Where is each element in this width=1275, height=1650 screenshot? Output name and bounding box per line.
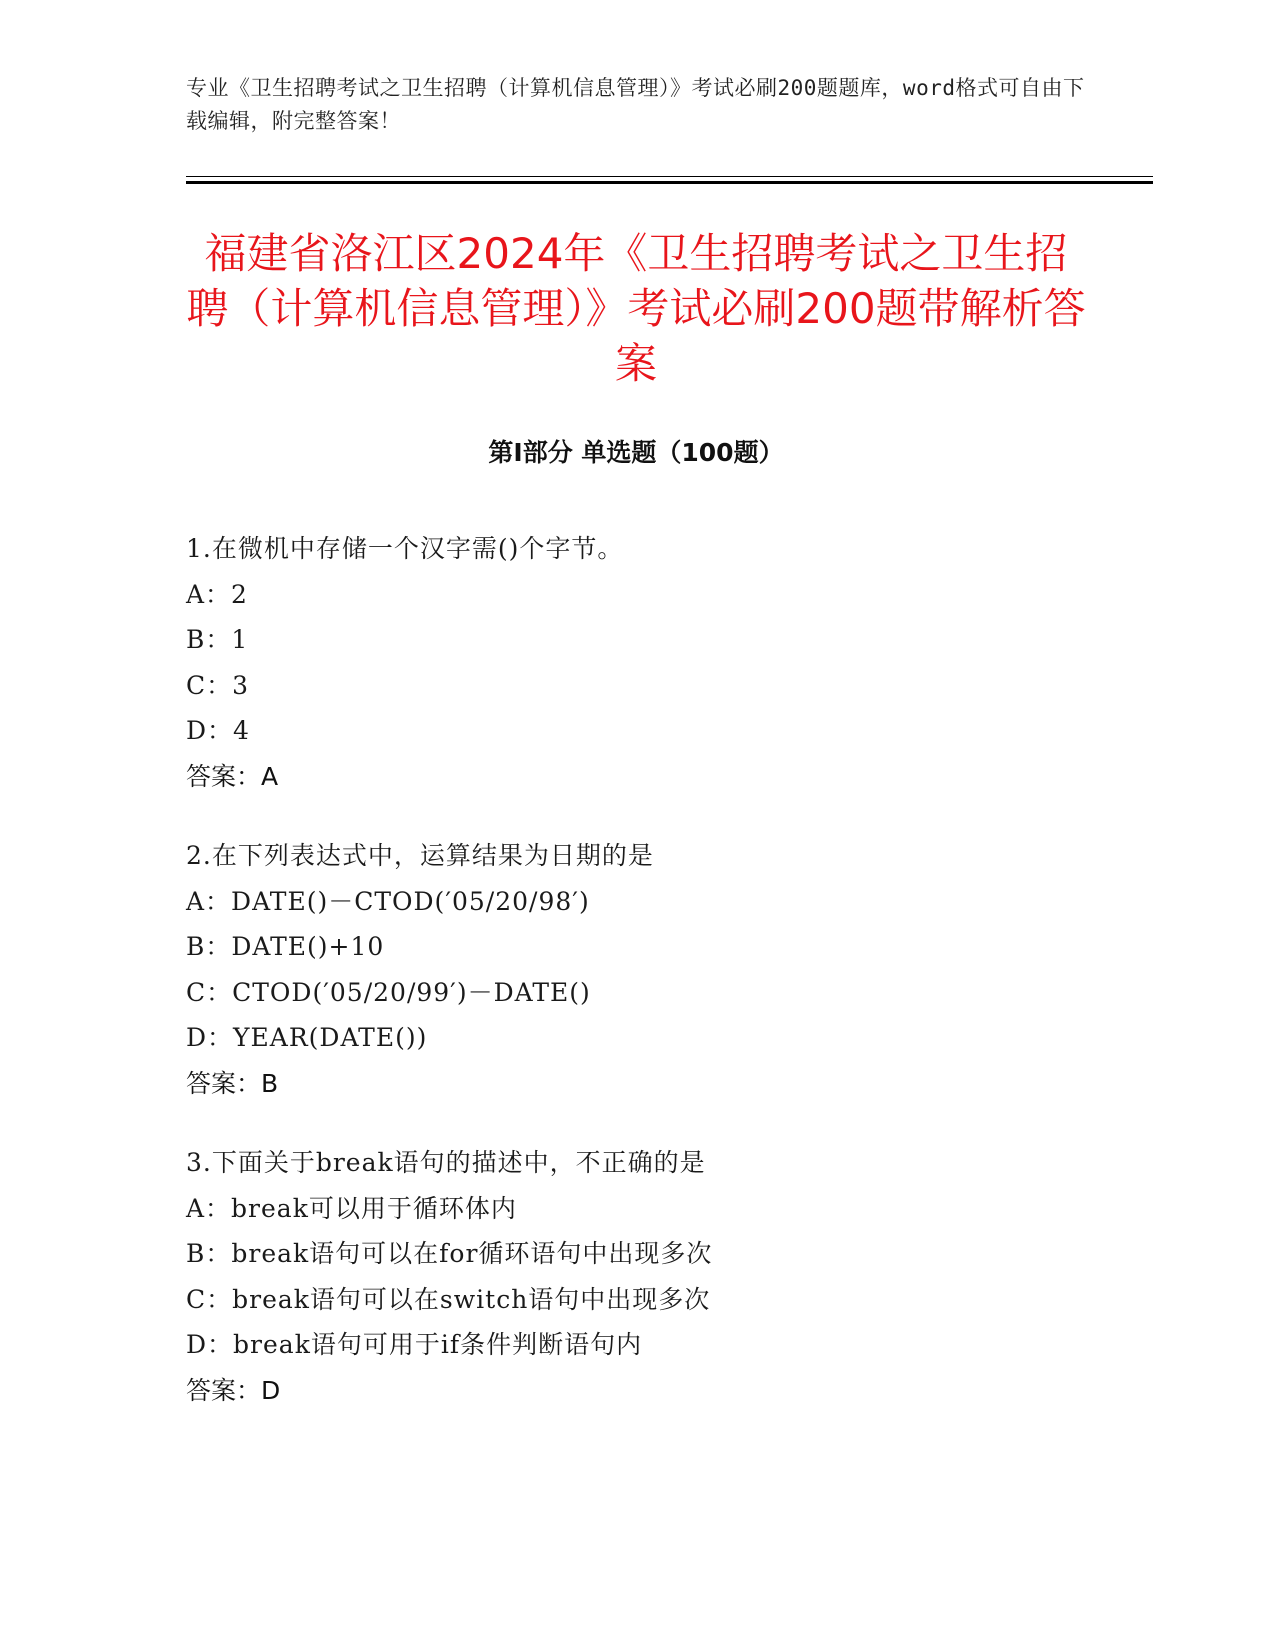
option-c: C：break语句可以在switch语句中出现多次 [186,1284,711,1314]
option-a: A：break可以用于循环体内 [186,1193,517,1223]
answer: 答案：D [186,1375,281,1405]
section-title: 第I部分 单选题（100题） [488,438,784,467]
option-d: D：YEAR(DATE()) [186,1023,428,1052]
option-b: B：break语句可以在for循环语句中出现多次 [186,1239,713,1268]
question-list [186,526,1126,1447]
document-title: 福建省洛江区2024年《卫生招聘考试之卫生招聘（计算机信息管理）》考试必刷200题带解析答案 [186,229,1086,388]
answer: 答案：A [186,761,279,791]
option-a: A：2 [186,579,248,609]
option-c: C：CTOD(′05/20/99′)－DATE() [186,977,591,1007]
question-stem: 1.在微机中存储一个汉字需()个字节。 [186,534,624,563]
option-d: D：4 [186,716,250,745]
option-a: A：DATE()－CTOD(′05/20/98′) [186,886,590,916]
question-1 [186,526,1126,799]
option-c: C：3 [186,670,250,700]
answer: 答案：B [186,1068,279,1098]
header-rule-thin [186,176,1153,177]
question-stem: 3.下面关于break语句的描述中，不正确的是 [186,1148,706,1177]
option-b: B：1 [186,625,249,654]
header-note: 专业《卫生招聘考试之卫生招聘（计算机信息管理）》考试必刷200题题库，word格式可自由下载编辑，附完整答案！ [186,76,1085,133]
question-stem: 2.在下列表达式中，运算结果为日期的是 [186,841,654,870]
option-b: B：DATE()+10 [186,932,385,961]
question-3 [186,1140,1126,1413]
header-rule-thick [186,181,1153,184]
question-2 [186,833,1126,1106]
option-d: D：break语句可用于if条件判断语句内 [186,1330,643,1359]
